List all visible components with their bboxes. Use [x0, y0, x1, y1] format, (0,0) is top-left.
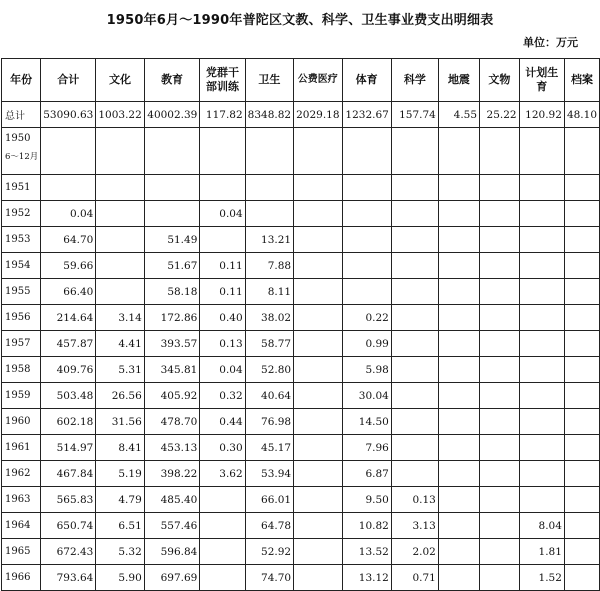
table-cell [294, 128, 342, 175]
table-cell [564, 253, 599, 279]
table-cell [144, 201, 200, 227]
table-cell: 3.13 [391, 513, 438, 539]
table-cell [564, 201, 599, 227]
table-row [2, 565, 600, 591]
table-cell: 650.74 [41, 513, 96, 539]
table-cell: 5.31 [96, 357, 144, 383]
header-health: 卫生 [245, 59, 293, 102]
table-cell [41, 175, 96, 201]
table-cell [564, 175, 599, 201]
table-cell [294, 357, 342, 383]
table-cell [480, 487, 520, 513]
table-cell: 5.19 [96, 461, 144, 487]
table-cell [294, 331, 342, 357]
table-cell: 393.57 [144, 331, 200, 357]
table-cell: 503.48 [41, 383, 96, 409]
table-cell: 457.87 [41, 331, 96, 357]
table-cell [564, 279, 599, 305]
table-cell [519, 175, 564, 201]
table-cell: 172.86 [144, 305, 200, 331]
table-cell: 214.64 [41, 305, 96, 331]
table-cell [519, 305, 564, 331]
table-cell [245, 201, 293, 227]
table-row [2, 513, 600, 539]
table-cell [41, 128, 96, 175]
table-cell [294, 539, 342, 565]
table-cell [96, 128, 144, 175]
table-cell [564, 461, 599, 487]
table-cell: 8.04 [519, 513, 564, 539]
year-cell: 1966 [2, 565, 41, 591]
table-cell [519, 383, 564, 409]
table-cell [438, 565, 479, 591]
table-cell: 0.13 [391, 487, 438, 513]
table-cell [480, 539, 520, 565]
table-cell [391, 435, 438, 461]
table-cell [96, 201, 144, 227]
total-label: 总计 [2, 102, 41, 128]
table-cell: 0.22 [342, 305, 391, 331]
table-cell [564, 409, 599, 435]
table-cell: 10.82 [342, 513, 391, 539]
table-cell: 52.80 [245, 357, 293, 383]
table-cell [480, 331, 520, 357]
table-cell: 3.62 [200, 461, 245, 487]
table-cell: 26.56 [96, 383, 144, 409]
table-cell: 1232.67 [342, 102, 391, 128]
table-cell [564, 227, 599, 253]
table-cell [438, 487, 479, 513]
header-archives: 档案 [564, 59, 599, 102]
table-cell: 565.83 [41, 487, 96, 513]
table-cell: 0.11 [200, 279, 245, 305]
table-cell: 48.10 [564, 102, 599, 128]
header-year: 年份 [2, 59, 41, 102]
table-row [2, 357, 600, 383]
year-cell: 1961 [2, 435, 41, 461]
table-cell [519, 409, 564, 435]
header-party-training: 党群干部训练 [200, 59, 245, 102]
table-cell: 514.97 [41, 435, 96, 461]
table-cell: 0.04 [200, 201, 245, 227]
table-cell [438, 253, 479, 279]
table-cell: 2.02 [391, 539, 438, 565]
table-cell: 0.04 [41, 201, 96, 227]
table-cell [96, 175, 144, 201]
table-cell: 453.13 [144, 435, 200, 461]
year-cell: 1960 [2, 409, 41, 435]
table-cell: 3.14 [96, 305, 144, 331]
table-row [2, 305, 600, 331]
table-cell: 697.69 [144, 565, 200, 591]
year-cell: 1962 [2, 461, 41, 487]
table-cell [480, 513, 520, 539]
table-cell [391, 201, 438, 227]
table-cell [294, 487, 342, 513]
year-cell: 1956 [2, 305, 41, 331]
table-cell [480, 435, 520, 461]
table-cell [519, 357, 564, 383]
table-cell: 0.04 [200, 357, 245, 383]
table-cell [438, 331, 479, 357]
table-cell: 30.04 [342, 383, 391, 409]
table-cell [438, 279, 479, 305]
table-cell: 7.88 [245, 253, 293, 279]
table-cell [480, 175, 520, 201]
table-cell [519, 253, 564, 279]
table-cell: 8348.82 [245, 102, 293, 128]
table-cell [294, 565, 342, 591]
year-cell: 1952 [2, 201, 41, 227]
table-cell [438, 175, 479, 201]
table-cell: 0.99 [342, 331, 391, 357]
table-cell [200, 539, 245, 565]
table-row [2, 201, 600, 227]
table-cell [438, 357, 479, 383]
table-cell [519, 227, 564, 253]
table-cell: 51.49 [144, 227, 200, 253]
table-cell [438, 383, 479, 409]
table-cell [391, 128, 438, 175]
table-cell [480, 565, 520, 591]
table-cell [342, 128, 391, 175]
table-row [2, 487, 600, 513]
table-cell: 405.92 [144, 383, 200, 409]
table-cell [438, 539, 479, 565]
table-cell [294, 435, 342, 461]
table-cell: 345.81 [144, 357, 200, 383]
table-cell [391, 357, 438, 383]
table-cell [564, 305, 599, 331]
year-cell: 1959 [2, 383, 41, 409]
year-cell: 1963 [2, 487, 41, 513]
table-cell [519, 331, 564, 357]
header-sports: 体育 [342, 59, 391, 102]
table-cell [294, 513, 342, 539]
table-cell: 6.51 [96, 513, 144, 539]
unit-label: 单位：万元 [523, 36, 578, 49]
table-cell [391, 409, 438, 435]
table-row [2, 175, 600, 201]
table-cell: 0.40 [200, 305, 245, 331]
table-cell: 4.41 [96, 331, 144, 357]
table-cell [200, 513, 245, 539]
table-cell [480, 201, 520, 227]
table-cell: 120.92 [519, 102, 564, 128]
table-cell: 38.02 [245, 305, 293, 331]
table-cell [564, 565, 599, 591]
table-cell: 64.70 [41, 227, 96, 253]
document-title: 1950年6月～1990年普陀区文教、科学、卫生事业费支出明细表 [106, 13, 494, 28]
table-cell [564, 435, 599, 461]
table-cell: 793.64 [41, 565, 96, 591]
table-cell: 7.96 [342, 435, 391, 461]
table-cell [480, 279, 520, 305]
header-education: 教育 [144, 59, 200, 102]
year-cell: 1953 [2, 227, 41, 253]
table-cell: 467.84 [41, 461, 96, 487]
table-cell [391, 253, 438, 279]
table-cell: 157.74 [391, 102, 438, 128]
table-cell [519, 435, 564, 461]
year-cell-1950 [2, 128, 41, 175]
table-cell [294, 253, 342, 279]
table-cell [342, 279, 391, 305]
table-cell: 0.32 [200, 383, 245, 409]
header-science: 科学 [391, 59, 438, 102]
header-relics: 文物 [480, 59, 520, 102]
table-cell: 602.18 [41, 409, 96, 435]
table-cell [438, 201, 479, 227]
table-cell [294, 383, 342, 409]
table-cell [564, 331, 599, 357]
table-cell [294, 279, 342, 305]
table-cell [294, 461, 342, 487]
table-cell [294, 409, 342, 435]
table-cell: 485.40 [144, 487, 200, 513]
table-cell [144, 175, 200, 201]
table-cell [200, 565, 245, 591]
table-cell [519, 461, 564, 487]
table-cell: 53090.63 [41, 102, 96, 128]
table-cell: 74.70 [245, 565, 293, 591]
table-cell [438, 128, 479, 175]
table-cell: 9.50 [342, 487, 391, 513]
table-cell: 6.87 [342, 461, 391, 487]
table-cell: 398.22 [144, 461, 200, 487]
year-cell: 1954 [2, 253, 41, 279]
table-cell [391, 227, 438, 253]
table-cell: 2029.18 [294, 102, 342, 128]
table-cell: 557.46 [144, 513, 200, 539]
table-row [2, 383, 600, 409]
year-sublabel: 6～12月 [5, 152, 39, 162]
table-cell [480, 305, 520, 331]
table-cell [391, 175, 438, 201]
table-cell [480, 383, 520, 409]
table-cell [391, 305, 438, 331]
table-cell: 58.18 [144, 279, 200, 305]
table-cell [144, 128, 200, 175]
table-cell: 25.22 [480, 102, 520, 128]
table-cell: 596.84 [144, 539, 200, 565]
table-cell [564, 539, 599, 565]
table-row [2, 539, 600, 565]
table-cell [294, 305, 342, 331]
year-cell: 1965 [2, 539, 41, 565]
table-cell: 4.79 [96, 487, 144, 513]
table-cell: 409.76 [41, 357, 96, 383]
table-cell [294, 175, 342, 201]
year-label: 1950 [5, 133, 31, 144]
table-cell: 8.11 [245, 279, 293, 305]
table-cell: 4.55 [438, 102, 479, 128]
table-cell [519, 201, 564, 227]
table-row [2, 279, 600, 305]
table-cell [438, 227, 479, 253]
table-cell: 13.21 [245, 227, 293, 253]
table-cell [200, 175, 245, 201]
table-cell: 14.50 [342, 409, 391, 435]
table-cell: 40.64 [245, 383, 293, 409]
table-cell [480, 357, 520, 383]
table-cell: 5.32 [96, 539, 144, 565]
table-cell: 76.98 [245, 409, 293, 435]
table-cell [564, 357, 599, 383]
header-public-medical: 公费医疗 [294, 59, 342, 102]
year-cell: 1958 [2, 357, 41, 383]
table-cell: 13.52 [342, 539, 391, 565]
table-cell [480, 227, 520, 253]
table-cell [480, 461, 520, 487]
expenditure-table [1, 58, 600, 591]
table-row [2, 227, 600, 253]
table-cell [480, 128, 520, 175]
header-total: 合计 [41, 59, 96, 102]
table-cell: 45.17 [245, 435, 293, 461]
table-cell: 0.30 [200, 435, 245, 461]
table-cell: 5.98 [342, 357, 391, 383]
table-cell [519, 128, 564, 175]
table-cell [342, 253, 391, 279]
table-cell [480, 409, 520, 435]
header-earthquake: 地震 [438, 59, 479, 102]
table-cell [438, 435, 479, 461]
table-cell [391, 383, 438, 409]
table-cell [96, 227, 144, 253]
table-cell: 478.70 [144, 409, 200, 435]
table-cell [564, 383, 599, 409]
year-cell: 1957 [2, 331, 41, 357]
table-cell [200, 487, 245, 513]
table-cell: 1.52 [519, 565, 564, 591]
table-cell [438, 461, 479, 487]
table-cell [342, 227, 391, 253]
table-cell: 1003.22 [96, 102, 144, 128]
table-cell [438, 305, 479, 331]
table-cell: 117.82 [200, 102, 245, 128]
header-family-planning: 计划生育 [519, 59, 564, 102]
table-cell [391, 461, 438, 487]
table-cell [564, 487, 599, 513]
table-cell: 8.41 [96, 435, 144, 461]
table-cell [200, 227, 245, 253]
table-cell: 31.56 [96, 409, 144, 435]
table-row [2, 331, 600, 357]
table-cell [245, 175, 293, 201]
table-cell: 40002.39 [144, 102, 200, 128]
table-cell: 64.78 [245, 513, 293, 539]
table-cell: 58.77 [245, 331, 293, 357]
table-cell [564, 128, 599, 175]
table-cell [294, 201, 342, 227]
header-row [2, 59, 600, 102]
table-cell [391, 331, 438, 357]
table-cell: 0.71 [391, 565, 438, 591]
table-cell [438, 409, 479, 435]
table-row [2, 409, 600, 435]
table-cell [438, 513, 479, 539]
table-cell: 13.12 [342, 565, 391, 591]
table-cell: 52.92 [245, 539, 293, 565]
table-cell [342, 201, 391, 227]
table-cell [342, 175, 391, 201]
table-cell [391, 279, 438, 305]
table-cell [96, 279, 144, 305]
table-row [2, 461, 600, 487]
table-cell: 59.66 [41, 253, 96, 279]
table-cell [245, 128, 293, 175]
table-cell: 0.11 [200, 253, 245, 279]
table-row-1950 [2, 128, 600, 175]
table-row [2, 435, 600, 461]
year-cell: 1955 [2, 279, 41, 305]
header-culture: 文化 [96, 59, 144, 102]
table-cell: 0.44 [200, 409, 245, 435]
table-cell [294, 227, 342, 253]
table-cell [200, 128, 245, 175]
table-cell [519, 487, 564, 513]
table-cell: 51.67 [144, 253, 200, 279]
year-cell: 1951 [2, 175, 41, 201]
table-cell: 53.94 [245, 461, 293, 487]
total-row [2, 102, 600, 128]
table-row [2, 253, 600, 279]
table-cell: 66.40 [41, 279, 96, 305]
table-cell: 0.13 [200, 331, 245, 357]
table-cell [519, 279, 564, 305]
table-cell: 672.43 [41, 539, 96, 565]
table-cell [480, 253, 520, 279]
table-cell: 5.90 [96, 565, 144, 591]
table-cell [564, 513, 599, 539]
year-cell: 1964 [2, 513, 41, 539]
table-cell: 1.81 [519, 539, 564, 565]
table-cell [96, 253, 144, 279]
table-cell: 66.01 [245, 487, 293, 513]
